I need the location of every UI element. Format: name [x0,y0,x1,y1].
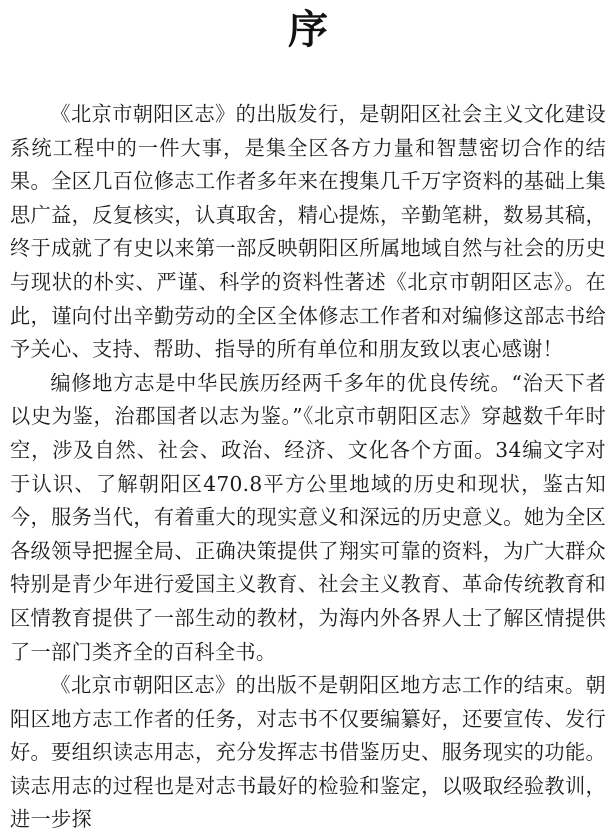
page-title: 序 [288,7,328,53]
paragraph: 《北京市朝阳区志》的出版发行，是朝阳区社会主义文化建设系统工程中的一件大事，是集全区各方力量和智慧密切合作的结果。全区几百位修志工作者多年来在搜集几千万字资料的基础上集思广益，反复核实，认真取舍，精心提炼，辛勤笔耕，数易其稿，终于成就了有史以来第一部反映朝阳区所属地域自然与社会的历史与现状的朴实、严谨、科学的资料性著述《北京市朝阳区志》。在此，谨向付出辛勤劳动的全区全体修志工作者和对编修这部志书给予关心、支持、帮助、指导的所有单位和朋友致以衷心感谢！ [10,102,606,362]
paragraph: 编修地方志是中华民族历经两千多年的优良传统。“治天下者以史为鉴，治郡国者以志为鉴。”《北京市朝阳区志》穿越数千年时空，涉及自然、社会、政治、经济、文化各个方面。34编文字对于认识、了解朝阳区470.8平方公里地域的历史和现状，鉴古知今，服务当代，有着重大的现实意义和深远的历史意义。她为全区各级领导把握全局、正确决策提供了翔实可靠的资料，为广大群众特别是青少年进行爱国主义教育、社会主义教育、革命传统教育和区情教育提供了一部生动的教材，为海内外各界人士了解区情提供了一部门类齐全的百科全书。 [10,370,606,664]
paragraph: 《北京市朝阳区志》的出版不是朝阳区地方志工作的结束。朝阳区地方志工作者的任务，对志书不仅要编纂好，还要宣传、发行好。要组织读志用志，充分发挥志书借鉴历史、服务现实的功能。读志用志的过程也是对志书最好的检验和鉴定，以吸取经验教训，进一步探 [10,673,606,832]
body-text [10,98,606,837]
